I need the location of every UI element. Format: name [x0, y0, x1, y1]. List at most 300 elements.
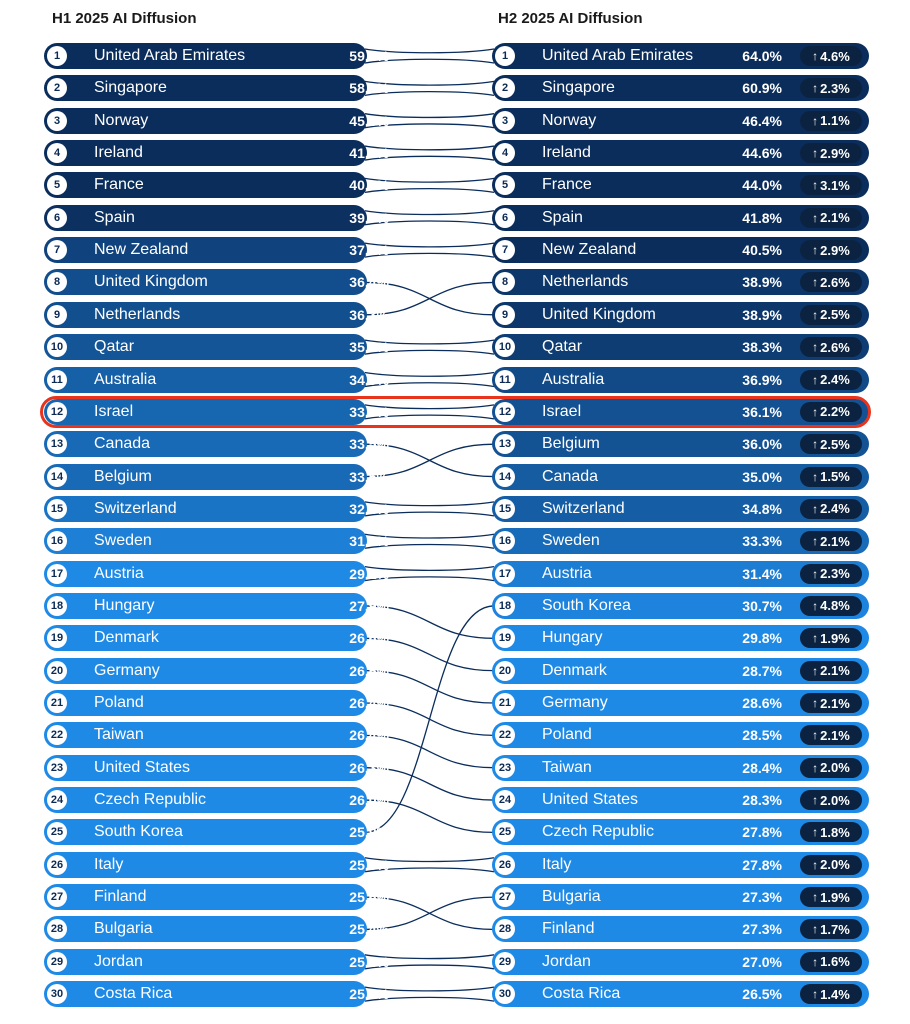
rank-badge: 24 — [495, 790, 515, 810]
change-value: 2.4% — [820, 501, 850, 517]
up-arrow-icon: ↑ — [812, 598, 819, 613]
h1-row-switzerland — [44, 496, 389, 522]
change-badge — [800, 499, 862, 519]
up-arrow-icon: ↑ — [812, 793, 819, 808]
rank-badge: 15 — [495, 499, 515, 519]
h1-column-title: H1 2025 AI Diffusion — [52, 10, 197, 27]
value-label: 29.8% — [742, 630, 782, 647]
value-label: 28.7% — [742, 662, 782, 679]
h1-row-denmark — [44, 625, 389, 651]
rank-badge: 18 — [47, 596, 67, 616]
h2-row-costa-rica — [492, 981, 869, 1007]
h1-row-italy — [44, 852, 389, 878]
value-label: 33.9% — [349, 403, 389, 420]
change-value: 2.0% — [820, 760, 850, 776]
up-arrow-icon: ↑ — [812, 566, 819, 581]
value-label: 33.5% — [349, 468, 389, 485]
rank-badge: 28 — [47, 919, 67, 939]
change-badge — [800, 143, 862, 163]
change-badge — [800, 564, 862, 584]
rank-badge: 15 — [47, 499, 67, 519]
country-label: United Kingdom — [542, 305, 656, 323]
h1-row-costa-rica — [44, 981, 389, 1007]
change-value: 3.1% — [820, 177, 850, 193]
change-badge — [800, 370, 862, 390]
up-arrow-icon: ↑ — [812, 631, 819, 646]
h1-row-hungary — [44, 593, 389, 619]
rank-badge: 8 — [495, 272, 515, 292]
h2-row-new-zealand — [492, 237, 869, 263]
value-label: 31.4% — [742, 565, 782, 582]
h1-row-canada — [44, 431, 389, 457]
country-label: Ireland — [542, 144, 591, 162]
country-label: Costa Rica — [94, 985, 173, 1003]
country-label: Czech Republic — [94, 791, 207, 809]
h1-row-france — [44, 172, 389, 198]
change-value: 1.5% — [820, 469, 850, 485]
value-label: 27.8% — [742, 824, 782, 841]
value-label: 26.3% — [349, 759, 389, 776]
country-label: Sweden — [542, 532, 600, 550]
value-label: 46.4% — [742, 112, 782, 129]
h2-row-austria — [492, 561, 869, 587]
rank-badge: 5 — [495, 175, 515, 195]
h1-row-united-kingdom — [44, 269, 389, 295]
h1-row-united-arab-emirates — [44, 43, 389, 69]
value-label: 39.7% — [349, 209, 389, 226]
country-label: Italy — [94, 855, 124, 873]
value-label: 25.6% — [349, 889, 389, 906]
rank-badge: 29 — [47, 952, 67, 972]
rank-badge: 21 — [47, 693, 67, 713]
change-badge — [800, 952, 862, 972]
country-label: Czech Republic — [542, 823, 655, 841]
h1-row-belgium — [44, 464, 389, 490]
change-badge — [800, 887, 862, 907]
rank-badge: 5 — [47, 175, 67, 195]
rank-badge: 25 — [495, 822, 515, 842]
change-badge — [800, 725, 862, 745]
country-label: Norway — [542, 111, 597, 129]
up-arrow-icon: ↑ — [812, 469, 819, 484]
change-badge — [800, 661, 862, 681]
rank-badge: 9 — [47, 305, 67, 325]
h1-row-netherlands — [44, 302, 389, 328]
country-label: Ireland — [94, 144, 143, 162]
value-label: 38.9% — [742, 306, 782, 323]
country-label: South Korea — [94, 823, 183, 841]
change-badge — [800, 919, 862, 939]
rank-badge: 6 — [47, 208, 67, 228]
change-badge — [800, 208, 862, 228]
value-label: 32.4% — [349, 500, 389, 517]
rank-badge: 19 — [495, 628, 515, 648]
rank-badge: 7 — [495, 240, 515, 260]
value-label: 36.1% — [742, 403, 782, 420]
rank-badge: 29 — [495, 952, 515, 972]
up-arrow-icon: ↑ — [812, 728, 819, 743]
rank-badge: 3 — [495, 111, 515, 131]
country-label: Denmark — [94, 629, 159, 647]
country-label: Australia — [542, 370, 605, 388]
up-arrow-icon: ↑ — [812, 146, 819, 161]
h2-row-hungary — [492, 625, 869, 651]
h1-row-ireland — [44, 140, 389, 166]
country-label: Spain — [542, 208, 583, 226]
country-label: Netherlands — [94, 305, 181, 323]
h2-row-jordan — [492, 949, 869, 975]
country-label: United Kingdom — [94, 273, 208, 291]
value-label: 38.9% — [742, 274, 782, 291]
country-label: United Arab Emirates — [542, 47, 694, 64]
country-label: Belgium — [542, 435, 600, 453]
value-label: 25.1% — [349, 986, 389, 1003]
value-label: 35.0% — [742, 468, 782, 485]
value-label: 26.6% — [349, 630, 389, 647]
country-label: Jordan — [542, 952, 591, 970]
change-value: 2.1% — [820, 210, 850, 226]
rank-badge: 10 — [495, 337, 515, 357]
h2-row-netherlands — [492, 269, 869, 295]
change-badge — [800, 790, 862, 810]
change-badge — [800, 46, 862, 66]
rank-badge: 13 — [495, 434, 515, 454]
h2-row-italy — [492, 852, 869, 878]
change-badge — [800, 240, 862, 260]
country-label: New Zealand — [94, 241, 189, 259]
rank-badge: 23 — [47, 758, 67, 778]
rank-badge: 30 — [47, 984, 67, 1004]
h2-row-switzerland — [492, 496, 869, 522]
country-label: United States — [94, 758, 191, 776]
country-label: Switzerland — [542, 499, 625, 517]
value-label: 27.8% — [742, 856, 782, 873]
change-value: 1.9% — [820, 889, 850, 905]
h1-row-australia — [44, 367, 389, 393]
up-arrow-icon: ↑ — [812, 275, 819, 290]
value-label: 33.5% — [349, 436, 389, 453]
rank-badge: 25 — [47, 822, 67, 842]
change-badge — [800, 175, 862, 195]
value-label: 27.0% — [742, 953, 782, 970]
highlight-outline — [40, 396, 871, 428]
rank-badge: 6 — [495, 208, 515, 228]
rank-badge: 21 — [495, 693, 515, 713]
country-label: Spain — [94, 208, 135, 226]
up-arrow-icon: ↑ — [812, 178, 819, 193]
country-label: Canada — [542, 467, 599, 485]
h2-row-united-states — [492, 787, 869, 813]
up-arrow-icon: ↑ — [812, 696, 819, 710]
country-label: Hungary — [94, 596, 155, 614]
up-arrow-icon: ↑ — [812, 243, 819, 258]
change-value: 2.3% — [820, 80, 850, 96]
value-label: 29.1% — [349, 565, 389, 582]
value-label: 26.5% — [349, 662, 389, 679]
rank-badge: 16 — [495, 531, 515, 551]
rank-badge: 23 — [495, 758, 515, 778]
change-badge — [800, 531, 862, 551]
h2-row-czech-republic — [492, 819, 869, 845]
value-label: 41.7% — [349, 145, 389, 162]
change-badge — [800, 822, 862, 842]
country-label: Taiwan — [94, 726, 144, 744]
rank-badge: 8 — [47, 272, 67, 292]
h2-row-spain — [492, 205, 869, 231]
h2-row-sweden — [492, 528, 869, 554]
value-label: 26.4% — [349, 727, 389, 744]
rank-badge: 22 — [47, 725, 67, 745]
rank-badge: 16 — [47, 531, 67, 551]
change-badge — [800, 337, 862, 357]
up-arrow-icon: ↑ — [812, 210, 819, 225]
h1-row-germany — [44, 658, 389, 684]
h2-row-bulgaria — [492, 884, 869, 910]
rank-badge: 27 — [47, 887, 67, 907]
h1-row-taiwan — [44, 722, 389, 748]
rank-badge: 27 — [495, 887, 515, 907]
rank-badge: 13 — [47, 434, 67, 454]
up-arrow-icon: ↑ — [812, 307, 819, 322]
rank-badge: 7 — [47, 240, 67, 260]
h1-row-norway — [44, 108, 389, 134]
up-arrow-icon: ↑ — [812, 922, 819, 937]
country-label: Bulgaria — [94, 920, 153, 938]
up-arrow-icon: ↑ — [812, 113, 819, 128]
country-label: Taiwan — [542, 758, 592, 776]
rank-badge: 2 — [47, 78, 67, 98]
change-value: 2.6% — [820, 274, 850, 290]
value-label: 25.8% — [349, 856, 389, 873]
rank-badge: 30 — [495, 984, 515, 1004]
country-label: Finland — [542, 920, 595, 938]
up-arrow-icon: ↑ — [812, 987, 819, 1002]
change-value: 4.8% — [820, 598, 850, 614]
change-badge — [800, 434, 862, 454]
change-value: 2.1% — [820, 663, 850, 679]
country-label: New Zealand — [542, 241, 637, 259]
rank-badge: 4 — [47, 143, 67, 163]
value-label: 45.3% — [349, 112, 389, 129]
change-value: 2.0% — [820, 857, 850, 873]
value-label: 34.5% — [349, 371, 389, 388]
rank-badge: 26 — [47, 855, 67, 875]
value-label: 36.0% — [742, 436, 782, 453]
rank-badge: 4 — [495, 143, 515, 163]
change-value: 1.7% — [820, 921, 850, 937]
up-arrow-icon: ↑ — [812, 954, 819, 969]
change-badge — [800, 305, 862, 325]
h1-row-new-zealand — [44, 237, 389, 263]
h1-row-czech-republic — [44, 787, 389, 813]
h2-row-france — [492, 172, 869, 198]
h1-row-bulgaria — [44, 916, 389, 942]
rank-badge: 11 — [47, 370, 67, 390]
value-label: 27.3% — [742, 889, 782, 906]
rank-badge: 22 — [495, 725, 515, 745]
value-label: 27.3% — [742, 921, 782, 938]
country-label: Australia — [94, 370, 157, 388]
value-label: 59.4% — [349, 48, 389, 64]
value-label: 35.7% — [349, 339, 389, 356]
country-label: Germany — [542, 694, 608, 711]
rank-badge: 12 — [495, 402, 515, 422]
change-badge — [800, 628, 862, 648]
change-value: 1.9% — [820, 630, 850, 646]
rank-badge: 20 — [47, 661, 67, 681]
country-label: United Arab Emirates — [94, 47, 246, 64]
rank-badge: 17 — [47, 564, 67, 584]
change-badge — [800, 272, 862, 292]
rank-badge: 14 — [495, 467, 515, 487]
value-label: 30.7% — [742, 597, 782, 614]
rank-badge: 1 — [47, 46, 67, 66]
h2-column-title: H2 2025 AI Diffusion — [498, 10, 643, 27]
country-label: Poland — [542, 726, 592, 744]
h2-row-south-korea — [492, 593, 869, 619]
value-label: 58.6% — [349, 80, 389, 97]
rank-badge: 26 — [495, 855, 515, 875]
up-arrow-icon: ↑ — [812, 404, 819, 419]
country-label: France — [542, 176, 592, 194]
rank-badge: 3 — [47, 111, 67, 131]
up-arrow-icon: ↑ — [812, 501, 819, 516]
country-label: Austria — [542, 564, 592, 582]
change-value: 2.6% — [820, 339, 850, 355]
h2-row-belgium — [492, 431, 869, 457]
h1-row-jordan — [44, 949, 389, 975]
value-label: 41.8% — [742, 209, 782, 226]
value-label: 60.9% — [742, 80, 782, 97]
rank-badge: 24 — [47, 790, 67, 810]
value-label: 36.9% — [742, 371, 782, 388]
rank-badge: 20 — [495, 661, 515, 681]
country-label: Austria — [94, 564, 144, 582]
change-value: 1.6% — [820, 954, 850, 970]
country-label: Canada — [94, 435, 151, 453]
value-label: 44.0% — [742, 177, 782, 194]
country-label: Qatar — [94, 338, 135, 356]
rank-badge: 17 — [495, 564, 515, 584]
country-label: Costa Rica — [542, 985, 621, 1003]
h2-row-norway — [492, 108, 869, 134]
value-label: 28.6% — [742, 695, 782, 711]
up-arrow-icon: ↑ — [812, 81, 819, 96]
h2-row-denmark — [492, 658, 869, 684]
up-arrow-icon: ↑ — [812, 890, 819, 905]
h1-row-south-korea — [44, 819, 389, 845]
h1-row-austria — [44, 561, 389, 587]
change-value: 2.1% — [820, 727, 850, 743]
value-label: 28.3% — [742, 792, 782, 809]
rank-badge: 2 — [495, 78, 515, 98]
rank-badge: 14 — [47, 467, 67, 487]
h2-row-australia — [492, 367, 869, 393]
country-label: Bulgaria — [542, 888, 601, 906]
h1-row-finland — [44, 884, 389, 910]
country-label: Norway — [94, 111, 149, 129]
country-label: Jordan — [94, 952, 143, 970]
value-label: 26.5% — [742, 986, 782, 1003]
change-value: 1.4% — [820, 986, 850, 1002]
up-arrow-icon: ↑ — [812, 760, 819, 775]
country-label: Israel — [94, 402, 134, 420]
change-value: 1.1% — [820, 113, 850, 129]
change-badge — [800, 111, 862, 131]
change-badge — [800, 855, 862, 875]
rank-badge: 19 — [47, 628, 67, 648]
h1-row-qatar — [44, 334, 389, 360]
value-label: 34.8% — [742, 500, 782, 517]
h2-row-ireland — [492, 140, 869, 166]
h1-row-spain — [44, 205, 389, 231]
up-arrow-icon: ↑ — [812, 663, 819, 678]
change-value: 2.2% — [820, 404, 850, 420]
h1-row-poland — [44, 690, 389, 716]
up-arrow-icon: ↑ — [812, 534, 819, 549]
h2-row-finland — [492, 916, 869, 942]
country-label: Sweden — [94, 532, 152, 550]
h2-row-poland — [492, 722, 869, 748]
value-label: 36.4% — [349, 274, 389, 291]
change-value: 4.6% — [820, 48, 850, 64]
value-label: 26.4% — [349, 695, 389, 711]
h2-row-qatar — [492, 334, 869, 360]
h1-row-sweden — [44, 528, 389, 554]
h1-row-united-states — [44, 755, 389, 781]
country-label: Netherlands — [542, 273, 629, 291]
up-arrow-icon: ↑ — [812, 825, 819, 840]
change-badge — [800, 984, 862, 1004]
up-arrow-icon: ↑ — [812, 340, 819, 355]
change-badge — [800, 467, 862, 487]
country-label: Germany — [94, 661, 160, 679]
rank-badge: 11 — [495, 370, 515, 390]
value-label: 38.3% — [742, 339, 782, 356]
country-label: Israel — [542, 402, 582, 420]
country-label: Singapore — [542, 79, 615, 97]
rank-badge: 12 — [47, 402, 67, 422]
value-label: 40.5% — [742, 242, 782, 259]
change-value: 2.0% — [820, 792, 850, 808]
h2-row-taiwan — [492, 755, 869, 781]
rank-badge: 9 — [495, 305, 515, 325]
value-label: 36.3% — [349, 306, 389, 323]
country-label: Poland — [94, 694, 144, 711]
country-label: Qatar — [542, 338, 583, 356]
value-label: 25.9% — [349, 824, 389, 841]
value-label: 33.3% — [742, 533, 782, 550]
change-value: 2.4% — [820, 372, 850, 387]
h2-row-united-kingdom — [492, 302, 869, 328]
change-badge — [800, 693, 862, 713]
h2-row-singapore — [492, 75, 869, 101]
up-arrow-icon: ↑ — [812, 49, 819, 63]
rank-badge: 28 — [495, 919, 515, 939]
change-value: 2.3% — [820, 566, 850, 582]
value-label: 25.4% — [349, 953, 389, 970]
change-badge — [800, 78, 862, 98]
rank-badge: 18 — [495, 596, 515, 616]
rank-badge: 1 — [495, 46, 515, 66]
change-value: 2.1% — [820, 533, 850, 549]
change-badge — [800, 596, 862, 616]
value-label: 40.9% — [349, 177, 389, 194]
country-label: Denmark — [542, 661, 607, 679]
change-value: 2.9% — [820, 145, 850, 161]
change-value: 2.5% — [820, 436, 850, 452]
h2-row-united-arab-emirates — [492, 43, 869, 69]
